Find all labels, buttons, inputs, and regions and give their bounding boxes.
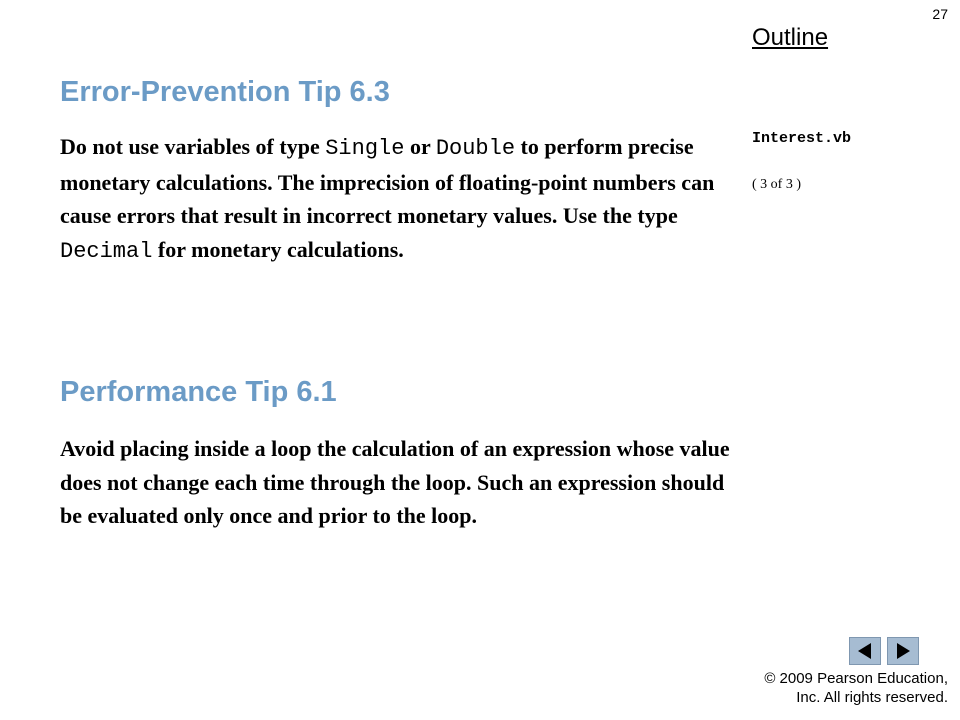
outline-title: Outline [752,24,829,51]
code-keyword-single: Single [325,136,405,161]
error-prevention-tip-body [60,130,740,268]
tip-text-segment: or [404,134,436,159]
page-number: 27 [932,6,948,22]
copyright-line-1: © 2009 Pearson Education, [764,670,948,687]
performance-tip-heading: Performance Tip 6.1 [60,376,337,408]
slide-page-indicator: ( 3 of 3 ) [752,177,801,192]
previous-slide-button[interactable] [849,637,881,665]
code-keyword-decimal: Decimal [60,238,153,264]
triangle-right-icon [894,642,912,660]
performance-tip-body: Avoid placing inside a loop the calculation of an expression whose value does not change each time through the loop. Such an expression should be evaluated only once and prior to the loop. [60,436,730,528]
copyright-notice [764,669,948,707]
tip-text-segment: for monetary calculations. [152,236,404,262]
next-slide-button[interactable] [887,637,919,665]
tip-text-segment: to perform precise monetary calculations. The imprecision of floating-point numbers can cause errors that result in incorrect monetary values. Use the type [60,134,715,228]
tip-text-segment: Do not use variables of type [60,134,326,159]
copyright-line-2: Inc. All rights reserved. [796,689,948,706]
file-name: Interest.vb [752,130,852,147]
triangle-left-icon [856,642,874,660]
code-keyword-double: Double [435,136,516,161]
error-prevention-tip-heading: Error-Prevention Tip 6.3 [60,76,390,108]
